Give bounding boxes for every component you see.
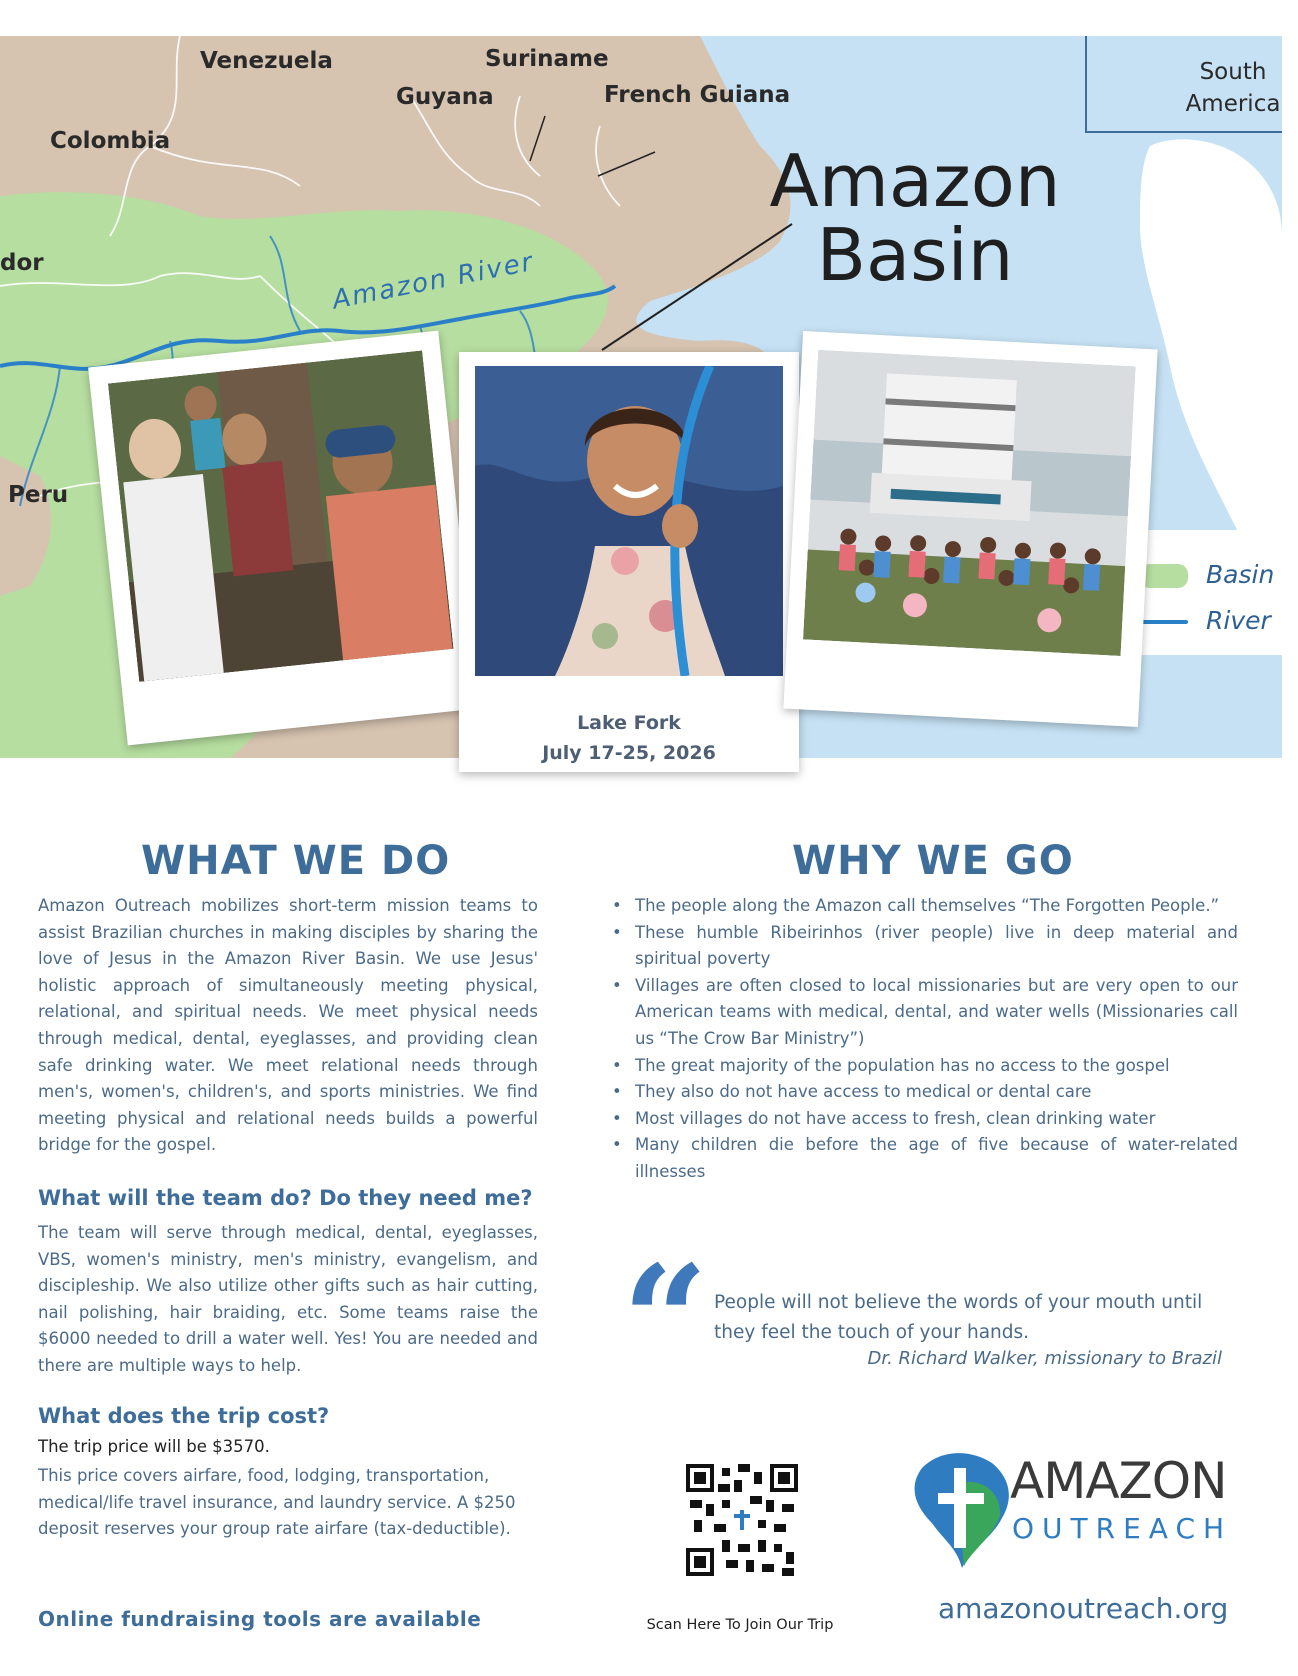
photo-riverboat-with-children bbox=[803, 350, 1136, 656]
list-item: • Many children die before the age of five because of water-related illnesses bbox=[610, 1132, 1238, 1185]
quote-text: People will not believe the words of your mouth until they feel the touch of your hands. bbox=[714, 1292, 1203, 1343]
photo-team-with-locals bbox=[108, 350, 454, 681]
river-swatch-icon bbox=[1140, 620, 1188, 624]
list-item: • Most villages do not have access to fresh, clean drinking water bbox=[610, 1106, 1238, 1133]
photo-frame-left bbox=[88, 331, 478, 746]
trip-caption bbox=[459, 708, 799, 768]
why-we-go-list bbox=[610, 893, 1238, 1186]
qr-code[interactable] bbox=[686, 1464, 798, 1576]
river-label: Amazon River bbox=[330, 246, 537, 316]
continent-label bbox=[1148, 56, 1282, 120]
continent-label-line2: America bbox=[1185, 91, 1281, 117]
list-item: • The people along the Amazon call themselves “The Forgotten People.” bbox=[610, 893, 1238, 920]
trip-price: The trip price will be $3570. bbox=[38, 1437, 270, 1456]
qr-caption: Scan Here To Join Our Trip bbox=[646, 1617, 834, 1633]
map-title-line1: Amazon bbox=[769, 139, 1061, 223]
logo-wordmark-outreach: OUTREACH bbox=[1012, 1512, 1233, 1545]
label-french-guiana: French Guiana bbox=[604, 82, 791, 108]
what-we-do-heading: WHAT WE DO bbox=[141, 838, 451, 884]
cost-heading: What does the trip cost? bbox=[38, 1404, 330, 1428]
basin-swatch-icon bbox=[1140, 564, 1188, 588]
logo-wordmark-amazon: AMAZON bbox=[1010, 1452, 1227, 1510]
quote-author: Dr. Richard Walker, missionary to Brazil bbox=[867, 1348, 1222, 1369]
trip-dates: July 17-25, 2026 bbox=[542, 742, 716, 764]
trip-location: Lake Fork bbox=[577, 712, 681, 734]
team-heading: What will the team do? Do they need me? bbox=[38, 1186, 533, 1210]
website-link[interactable]: amazonoutreach.org bbox=[938, 1592, 1229, 1625]
team-body: The team will serve through medical, dental, eyeglasses, VBS, women's ministry, men's ministry, evangelism, and discipleship. We also utilize other gifts such as hair cutting, nail polishing, hair braiding, etc. Some teams raise the $6000 needed to drill a water well. Yes! You are needed and there are multiple ways to help. bbox=[38, 1223, 538, 1375]
label-colombia: Colombia bbox=[50, 128, 171, 154]
quote-mark-icon: “ bbox=[622, 1233, 709, 1409]
map-title bbox=[745, 139, 1085, 297]
label-peru: Peru bbox=[8, 482, 69, 508]
map-title-line2: Basin bbox=[816, 213, 1014, 297]
label-guyana: Guyana bbox=[396, 84, 494, 110]
list-item: • They also do not have access to medical or dental care bbox=[610, 1079, 1238, 1106]
brazil-cross-icon bbox=[902, 1438, 1022, 1578]
photo-frame-right bbox=[783, 331, 1157, 727]
photo-girl-with-hoop bbox=[475, 366, 783, 676]
list-item: • The great majority of the population has no access to the gospel bbox=[610, 1053, 1238, 1080]
what-we-do-body: Amazon Outreach mobilizes short-term mission teams to assist Brazilian churches in making disciples by sharing the love of Jesus in the Amazon River Basin. We use Jesus' holistic approach of simultaneously meeting physical, relational, and spiritual needs. We meet physical needs through medical, dental, eyeglasses, and providing clean safe drinking water. We meet relational needs through men's, women's, children's, and sports ministries. We find meeting physical and relational needs builds a powerful bridge for the gospel. bbox=[38, 896, 538, 1155]
cost-body: This price covers airfare, food, lodging, transportation, medical/life travel insurance, and laundry service. A $250 deposit reserves your group rate airfare (tax-deductible). bbox=[38, 1466, 516, 1539]
list-item: • These humble Ribeirinhos (river people) live in deep material and spiritual poverty bbox=[610, 920, 1238, 973]
legend-river-label: River bbox=[1206, 606, 1271, 635]
label-venezuela: Venezuela bbox=[200, 48, 333, 74]
why-we-go-heading: WHY WE GO bbox=[792, 838, 1074, 884]
label-ecuador: dor bbox=[0, 250, 44, 276]
label-suriname: Suriname bbox=[485, 46, 609, 72]
legend-basin-label: Basin bbox=[1206, 560, 1275, 589]
continent-label-line1: South bbox=[1199, 59, 1267, 85]
list-item: • Villages are often closed to local missionaries but are very open to our American teams with medical, dental, and water wells (Missionaries call us “The Crow Bar Ministry”) bbox=[610, 973, 1238, 1053]
fundraising-note: Online fundraising tools are available bbox=[38, 1607, 482, 1631]
